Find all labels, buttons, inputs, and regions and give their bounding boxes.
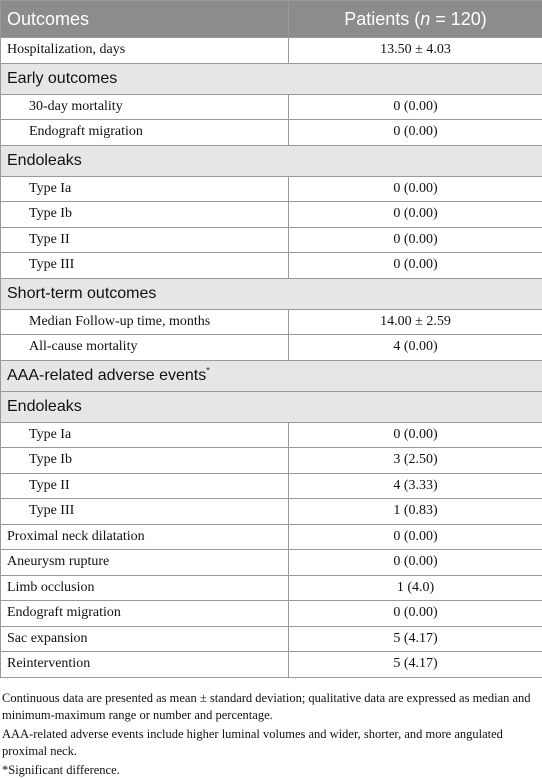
section-label-text: Endoleaks [7, 151, 82, 169]
row-value: 4 (0.00) [289, 335, 542, 361]
row-value: 0 (0.00) [289, 524, 542, 550]
row-label: Reintervention [1, 652, 289, 678]
table-row [1, 652, 542, 678]
row-value: 0 (0.00) [289, 176, 542, 202]
row-label: Type Ia [1, 422, 289, 448]
table-row [1, 227, 542, 253]
table-row [1, 120, 542, 146]
header-outcomes: Outcomes [1, 1, 289, 38]
row-label: Proximal neck dilatation [1, 524, 289, 550]
table-row [1, 626, 542, 652]
table-row [1, 575, 542, 601]
header-patients-n: n [420, 8, 431, 29]
table-row [1, 499, 542, 525]
footnote-text: *Significant difference. [2, 762, 120, 777]
row-label: Aneurysm rupture [1, 550, 289, 576]
table-row [1, 473, 542, 499]
table-row [1, 309, 542, 335]
section-label [1, 360, 542, 391]
header-row [1, 1, 542, 38]
row-label: Limb occlusion [1, 575, 289, 601]
row-label: Endograft migration [1, 601, 289, 627]
table-row [1, 448, 542, 474]
table-row [1, 38, 542, 64]
row-value: 5 (4.17) [289, 626, 542, 652]
row-label: All-cause mortality [1, 335, 289, 361]
table-row [1, 335, 542, 361]
footnote-text: AAA-related adverse events include higher luminal volumes and wider, shorter, and more angulated proximal neck. [2, 726, 503, 758]
section-label-text: Endoleaks [7, 397, 82, 415]
row-value: 0 (0.00) [289, 550, 542, 576]
row-value: 0 (0.00) [289, 202, 542, 228]
section-row [1, 360, 542, 391]
row-label: Type III [1, 499, 289, 525]
section-row [1, 63, 542, 94]
row-value: 0 (0.00) [289, 253, 542, 279]
row-value: 13.50 ± 4.03 [289, 38, 542, 64]
section-row [1, 145, 542, 176]
section-row [1, 278, 542, 309]
section-label-text: AAA-related adverse events [7, 366, 207, 384]
table-row [1, 524, 542, 550]
row-label: Type Ib [1, 448, 289, 474]
section-label [1, 278, 542, 309]
row-value: 5 (4.17) [289, 652, 542, 678]
section-label [1, 63, 542, 94]
section-label-text: Short-term outcomes [7, 284, 157, 302]
table-body [1, 38, 542, 678]
row-label: Type III [1, 253, 289, 279]
row-value: 3 (2.50) [289, 448, 542, 474]
section-label-text: Early outcomes [7, 69, 118, 87]
table-row [1, 94, 542, 120]
row-value: 0 (0.00) [289, 120, 542, 146]
row-value: 0 (0.00) [289, 422, 542, 448]
table-row [1, 550, 542, 576]
row-value: 0 (0.00) [289, 94, 542, 120]
section-row [1, 391, 542, 422]
header-patients-prefix: Patients ( [344, 8, 421, 29]
footnote-marker: * [206, 365, 210, 376]
table-header [1, 1, 542, 38]
table-footnotes [0, 678, 542, 778]
table-row [1, 601, 542, 627]
row-label: Median Follow-up time, months [1, 309, 289, 335]
row-label: Type Ib [1, 202, 289, 228]
row-label: Sac expansion [1, 626, 289, 652]
row-label: Hospitalization, days [1, 38, 289, 64]
row-value: 1 (4.0) [289, 575, 542, 601]
row-label: Type Ia [1, 176, 289, 202]
row-label: Type II [1, 227, 289, 253]
section-label [1, 391, 542, 422]
row-label: 30-day mortality [1, 94, 289, 120]
table-row [1, 176, 542, 202]
row-label: Type II [1, 473, 289, 499]
table-row [1, 202, 542, 228]
header-patients-suffix: = 120) [430, 8, 487, 29]
row-value: 14.00 ± 2.59 [289, 309, 542, 335]
row-value: 4 (3.33) [289, 473, 542, 499]
table-row [1, 422, 542, 448]
header-patients [289, 1, 542, 38]
row-value: 0 (0.00) [289, 227, 542, 253]
row-value: 0 (0.00) [289, 601, 542, 627]
table-row [1, 253, 542, 279]
row-value: 1 (0.83) [289, 499, 542, 525]
row-label: Endograft migration [1, 120, 289, 146]
section-label [1, 145, 542, 176]
footnote-text: Continuous data are presented as mean ± standard deviation; qualitative data are expressed as median and minimum-maximum range or number and percentage. [2, 690, 531, 722]
